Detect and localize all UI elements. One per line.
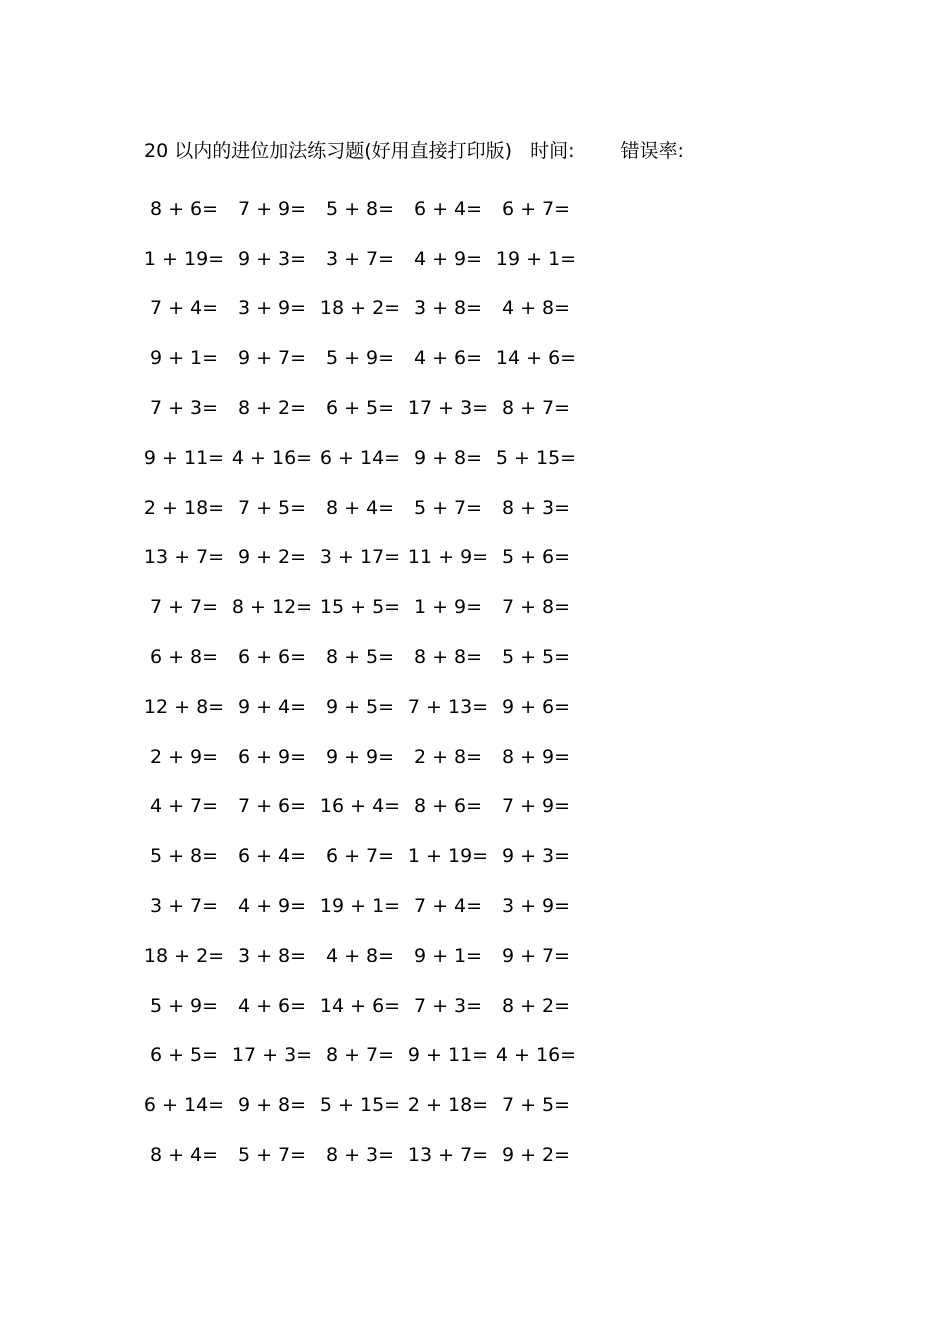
- addition-problem: 13 + 7=: [143, 546, 225, 569]
- addition-problem: 7 + 5=: [501, 1094, 571, 1117]
- addition-problem: 9 + 2=: [237, 546, 307, 569]
- addition-problem: 8 + 7=: [501, 397, 571, 420]
- problem-row: [140, 483, 600, 533]
- addition-problem: 15 + 5=: [319, 596, 401, 619]
- addition-problem: 4 + 16=: [231, 446, 313, 469]
- addition-problem: 4 + 8=: [325, 944, 395, 967]
- addition-problem: 5 + 9=: [149, 994, 219, 1017]
- addition-problem: 9 + 4=: [237, 695, 307, 718]
- addition-problem: 17 + 3=: [407, 397, 489, 420]
- worksheet-title: 20 以内的进位加法练习题(好用直接打印版): [144, 140, 513, 162]
- problem-row: [140, 284, 600, 334]
- addition-problem: 4 + 6=: [237, 994, 307, 1017]
- addition-problem: 9 + 6=: [501, 695, 571, 718]
- addition-problem: 8 + 3=: [501, 496, 571, 519]
- problem-row: [140, 184, 600, 234]
- problem-row: [140, 881, 600, 931]
- addition-problem: 19 + 1=: [319, 895, 401, 918]
- addition-problem: 13 + 7=: [407, 1144, 489, 1167]
- problem-row: [140, 831, 600, 881]
- addition-problem: 18 + 2=: [319, 297, 401, 320]
- problem-row: [140, 383, 600, 433]
- addition-problem: 3 + 8=: [413, 297, 483, 320]
- addition-problem: 4 + 16=: [495, 1044, 577, 1067]
- addition-problem: 19 + 1=: [495, 247, 577, 270]
- addition-problem: 17 + 3=: [231, 1044, 313, 1067]
- addition-problem: 9 + 3=: [501, 845, 571, 868]
- problem-row: [140, 782, 600, 832]
- addition-problem: 3 + 7=: [149, 895, 219, 918]
- addition-problem: 6 + 7=: [325, 845, 395, 868]
- addition-problem: 4 + 9=: [413, 247, 483, 270]
- addition-problem: 2 + 18=: [143, 496, 225, 519]
- addition-problem: 6 + 14=: [143, 1094, 225, 1117]
- addition-problem: 5 + 9=: [325, 347, 395, 370]
- addition-problem: 9 + 8=: [413, 446, 483, 469]
- problem-row: [140, 582, 600, 632]
- problem-row: [140, 433, 600, 483]
- addition-problem: 5 + 15=: [495, 446, 577, 469]
- addition-problem: 9 + 7=: [501, 944, 571, 967]
- addition-problem: 8 + 7=: [325, 1044, 395, 1067]
- addition-problem: 9 + 11=: [143, 446, 225, 469]
- addition-problem: 7 + 6=: [237, 795, 307, 818]
- addition-problem: 5 + 5=: [501, 646, 571, 669]
- addition-problem: 8 + 2=: [237, 397, 307, 420]
- addition-problem: 7 + 3=: [413, 994, 483, 1017]
- addition-problem: 9 + 1=: [413, 944, 483, 967]
- problem-row: [140, 333, 600, 383]
- addition-problem: 6 + 4=: [413, 197, 483, 220]
- problem-row: [140, 1031, 600, 1081]
- addition-problem: 7 + 9=: [501, 795, 571, 818]
- addition-problem: 6 + 7=: [501, 197, 571, 220]
- addition-problem: 5 + 6=: [501, 546, 571, 569]
- addition-problem: 8 + 4=: [325, 496, 395, 519]
- addition-problem: 3 + 7=: [325, 247, 395, 270]
- addition-problem: 7 + 13=: [407, 695, 489, 718]
- problem-row: [140, 1130, 600, 1180]
- addition-problem: 6 + 5=: [325, 397, 395, 420]
- addition-problem: 4 + 8=: [501, 297, 571, 320]
- problem-row: [140, 682, 600, 732]
- problem-row: [140, 732, 600, 782]
- addition-problem: 6 + 9=: [237, 745, 307, 768]
- addition-problem: 8 + 5=: [325, 646, 395, 669]
- addition-problem: 6 + 4=: [237, 845, 307, 868]
- addition-problem: 7 + 9=: [237, 197, 307, 220]
- addition-problem: 8 + 9=: [501, 745, 571, 768]
- addition-problem: 14 + 6=: [495, 347, 577, 370]
- addition-problem: 8 + 3=: [325, 1144, 395, 1167]
- addition-problem: 7 + 3=: [149, 397, 219, 420]
- addition-problem: 2 + 18=: [407, 1094, 489, 1117]
- addition-problem: 14 + 6=: [319, 994, 401, 1017]
- addition-problem: 1 + 19=: [143, 247, 225, 270]
- addition-problem: 5 + 15=: [319, 1094, 401, 1117]
- addition-problem: 18 + 2=: [143, 944, 225, 967]
- addition-problem: 3 + 9=: [501, 895, 571, 918]
- addition-problem: 6 + 5=: [149, 1044, 219, 1067]
- problem-row: [140, 533, 600, 583]
- addition-problem: 2 + 9=: [149, 745, 219, 768]
- problem-row: [140, 931, 600, 981]
- addition-problem: 4 + 6=: [413, 347, 483, 370]
- addition-problem: 5 + 7=: [413, 496, 483, 519]
- addition-problem: 7 + 4=: [413, 895, 483, 918]
- worksheet-header: [144, 136, 684, 166]
- error-rate-label: 错误率:: [620, 140, 684, 162]
- addition-problem: 6 + 6=: [237, 646, 307, 669]
- addition-problem: 9 + 2=: [501, 1144, 571, 1167]
- addition-problem: 9 + 3=: [237, 247, 307, 270]
- addition-problem: 9 + 7=: [237, 347, 307, 370]
- addition-problem: 3 + 9=: [237, 297, 307, 320]
- addition-problem: 9 + 8=: [237, 1094, 307, 1117]
- addition-problem: 4 + 9=: [237, 895, 307, 918]
- addition-problem: 7 + 7=: [149, 596, 219, 619]
- problem-row: [140, 234, 600, 284]
- addition-problem: 8 + 6=: [149, 197, 219, 220]
- addition-problem: 8 + 4=: [149, 1144, 219, 1167]
- addition-problem: 2 + 8=: [413, 745, 483, 768]
- addition-problem: 1 + 19=: [407, 845, 489, 868]
- addition-problem: 8 + 2=: [501, 994, 571, 1017]
- problem-row: [140, 981, 600, 1031]
- addition-problem: 7 + 5=: [237, 496, 307, 519]
- addition-problem: 5 + 8=: [325, 197, 395, 220]
- addition-problem: 6 + 8=: [149, 646, 219, 669]
- addition-problem: 7 + 8=: [501, 596, 571, 619]
- problem-grid: [140, 184, 600, 1180]
- addition-problem: 9 + 9=: [325, 745, 395, 768]
- addition-problem: 8 + 12=: [231, 596, 313, 619]
- addition-problem: 16 + 4=: [319, 795, 401, 818]
- problem-row: [140, 632, 600, 682]
- addition-problem: 1 + 9=: [413, 596, 483, 619]
- addition-problem: 3 + 17=: [319, 546, 401, 569]
- addition-problem: 8 + 6=: [413, 795, 483, 818]
- time-label: 时间:: [530, 140, 575, 162]
- problem-row: [140, 1080, 600, 1130]
- addition-problem: 9 + 11=: [407, 1044, 489, 1067]
- addition-problem: 5 + 7=: [237, 1144, 307, 1167]
- addition-problem: 3 + 8=: [237, 944, 307, 967]
- addition-problem: 8 + 8=: [413, 646, 483, 669]
- addition-problem: 4 + 7=: [149, 795, 219, 818]
- addition-problem: 5 + 8=: [149, 845, 219, 868]
- addition-problem: 9 + 5=: [325, 695, 395, 718]
- addition-problem: 6 + 14=: [319, 446, 401, 469]
- addition-problem: 11 + 9=: [407, 546, 489, 569]
- addition-problem: 12 + 8=: [143, 695, 225, 718]
- addition-problem: 9 + 1=: [149, 347, 219, 370]
- addition-problem: 7 + 4=: [149, 297, 219, 320]
